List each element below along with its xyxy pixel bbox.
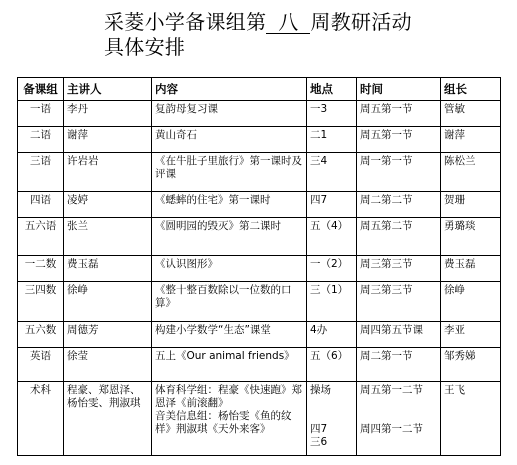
- cell-time-text: 周二第二节: [360, 194, 413, 206]
- cell-place: [307, 256, 357, 282]
- table-row: [18, 218, 501, 256]
- cell-speaker: [64, 192, 152, 218]
- cell-leader: [441, 127, 501, 153]
- cell-time-text: 周四第五节课: [360, 324, 423, 336]
- cell-leader: [441, 382, 501, 456]
- cell-place-text: 五（4）: [310, 220, 349, 232]
- cell-leader: [441, 322, 501, 348]
- cell-speaker-text: 周德芳: [67, 324, 99, 336]
- cell-place-text: 四7: [310, 194, 328, 206]
- table-row: [18, 282, 501, 322]
- cell-place: [307, 348, 357, 382]
- cell-group: [18, 322, 64, 348]
- cell-leader: [441, 153, 501, 192]
- cell-speaker: [64, 282, 152, 322]
- cell-speaker-text: 许岩岩: [67, 155, 99, 167]
- cell-group-text: 三语: [30, 155, 51, 167]
- cell-group-text: 一语: [30, 103, 51, 115]
- cell-place-text: 三4: [310, 155, 328, 167]
- cell-time-text: 周一第一节: [360, 155, 413, 167]
- page-title: [104, 10, 514, 60]
- cell-content: [152, 348, 307, 382]
- cell-group: [18, 218, 64, 256]
- cell-speaker-text: 徐莹: [67, 350, 88, 362]
- cell-speaker: [64, 153, 152, 192]
- cell-time-text: 周三第三节: [360, 258, 413, 270]
- cell-place-text: 操场 四7 三6: [310, 384, 331, 448]
- cell-time: [357, 322, 441, 348]
- cell-group-text: 一二数: [24, 258, 57, 270]
- cell-time-text: 周三第三节: [360, 284, 413, 296]
- cell-content-text: 《在牛肚子里旅行》第一课时及评课: [155, 155, 302, 180]
- cell-group-text: 二语: [30, 129, 51, 141]
- cell-leader-text: 谢萍: [444, 129, 465, 141]
- cell-leader: [441, 101, 501, 127]
- cell-content: [152, 282, 307, 322]
- table-header-row: [18, 78, 501, 101]
- cell-leader: [441, 192, 501, 218]
- cell-group: [18, 101, 64, 127]
- cell-time-text: 周五第一节: [360, 129, 413, 141]
- title-week-number: 八: [266, 11, 310, 34]
- table-row: [18, 322, 501, 348]
- cell-leader-text: 管敏: [444, 103, 465, 115]
- table-row: [18, 101, 501, 127]
- cell-content-text: 《整十整百数除以一位数的口算》: [155, 284, 292, 309]
- cell-time: [357, 282, 441, 322]
- cell-time: [357, 101, 441, 127]
- cell-time-text: 周五第二节: [360, 220, 413, 232]
- cell-time: [357, 382, 441, 456]
- header-group: 备课组: [18, 78, 64, 101]
- cell-leader: [441, 218, 501, 256]
- cell-group-text: 四语: [30, 194, 51, 206]
- cell-group: [18, 192, 64, 218]
- cell-group-text: 英语: [30, 350, 51, 362]
- cell-speaker: [64, 127, 152, 153]
- cell-time: [357, 127, 441, 153]
- cell-content-text: 《认识图形》: [155, 258, 218, 270]
- cell-time: [357, 256, 441, 282]
- cell-speaker: [64, 348, 152, 382]
- cell-time: [357, 348, 441, 382]
- cell-leader-text: 王飞: [444, 384, 465, 396]
- cell-time: [357, 192, 441, 218]
- cell-place: [307, 282, 357, 322]
- cell-content: [152, 256, 307, 282]
- title-prefix: 采菱小学备课组第: [104, 10, 267, 34]
- cell-time-text: 周二第一节: [360, 350, 413, 362]
- cell-content-text: 五上《Our animal friends》: [155, 350, 295, 362]
- header-place: 地点: [307, 78, 357, 101]
- cell-speaker-text: 徐峥: [67, 284, 88, 296]
- table-row: [18, 348, 501, 382]
- cell-content-text: 《蟋蟀的住宅》第一课时: [155, 194, 271, 206]
- cell-place: [307, 218, 357, 256]
- header-content: 内容: [152, 78, 307, 101]
- schedule-table: [17, 77, 501, 456]
- cell-place-text: 二1: [310, 129, 328, 141]
- cell-group-text: 五六数: [24, 324, 57, 336]
- cell-leader: [441, 282, 501, 322]
- cell-place: [307, 101, 357, 127]
- cell-time-text: 周五第一二节 周四第一二节: [360, 384, 423, 435]
- cell-time-text: 周五第一节: [360, 103, 413, 115]
- cell-place-text: 4办: [310, 324, 328, 336]
- cell-time: [357, 218, 441, 256]
- cell-speaker-text: 张兰: [67, 220, 88, 232]
- title-suffix: 周教研活动: [310, 10, 412, 34]
- header-leader: 组长: [441, 78, 501, 101]
- cell-time: [357, 153, 441, 192]
- cell-speaker: [64, 101, 152, 127]
- header-speaker: 主讲人: [64, 78, 152, 101]
- cell-content-text: 黄山奇石: [155, 129, 197, 141]
- cell-place: [307, 192, 357, 218]
- cell-speaker: [64, 218, 152, 256]
- cell-group: [18, 348, 64, 382]
- table-row: [18, 127, 501, 153]
- cell-content-text: 构建小学数学“生态”课堂: [155, 324, 271, 336]
- table-row: [18, 382, 501, 456]
- cell-place-text: 一（2）: [310, 258, 349, 270]
- cell-group: [18, 382, 64, 456]
- cell-content: [152, 127, 307, 153]
- cell-leader: [441, 348, 501, 382]
- cell-place-text: 五（6）: [310, 350, 349, 362]
- title-line2: 具体安排: [104, 35, 186, 59]
- cell-content: [152, 382, 307, 456]
- cell-group-text: 术科: [30, 384, 51, 396]
- cell-group-text: 五六语: [24, 220, 57, 232]
- cell-place: [307, 153, 357, 192]
- cell-speaker-text: 程豪、郑恩泽、杨怡雯、荆淑琪: [67, 384, 141, 409]
- cell-leader-text: 陈松兰: [444, 155, 476, 167]
- cell-speaker-text: 谢萍: [67, 129, 88, 141]
- cell-group: [18, 256, 64, 282]
- cell-group: [18, 282, 64, 322]
- cell-place: [307, 127, 357, 153]
- cell-speaker-text: 李丹: [67, 103, 88, 115]
- cell-leader-text: 邹秀娣: [444, 350, 476, 362]
- cell-group: [18, 127, 64, 153]
- table-row: [18, 256, 501, 282]
- cell-speaker-text: 凌婷: [67, 194, 88, 206]
- cell-place-text: 三（1）: [310, 284, 349, 296]
- cell-leader-text: 李亚: [444, 324, 465, 336]
- cell-speaker-text: 费玉磊: [67, 258, 99, 270]
- table-row: [18, 192, 501, 218]
- cell-content-text: 复韵母复习课: [155, 103, 218, 115]
- cell-speaker: [64, 382, 152, 456]
- cell-speaker: [64, 256, 152, 282]
- cell-group-text: 三四数: [24, 284, 57, 296]
- cell-leader: [441, 256, 501, 282]
- cell-content-text: 体育科学组：程豪《快速跑》郑恩泽《前滚翻》 音美信息组：杨怡雯《鱼的纹样》荆淑琪《天外来客》: [155, 384, 302, 435]
- cell-content: [152, 101, 307, 127]
- cell-leader-text: 勇璐琰: [444, 220, 476, 232]
- cell-content-text: 《圆明园的毁灭》第二课时: [155, 220, 281, 232]
- cell-leader-text: 费玉磊: [444, 258, 476, 270]
- cell-content: [152, 218, 307, 256]
- header-time: 时间: [357, 78, 441, 101]
- cell-leader-text: 徐峥: [444, 284, 465, 296]
- cell-content: [152, 153, 307, 192]
- cell-place: [307, 322, 357, 348]
- cell-place: [307, 382, 357, 456]
- table-row: [18, 153, 501, 192]
- cell-content: [152, 322, 307, 348]
- cell-leader-text: 贺珊: [444, 194, 465, 206]
- cell-place-text: 一3: [310, 103, 328, 115]
- cell-group: [18, 153, 64, 192]
- cell-content: [152, 192, 307, 218]
- cell-speaker: [64, 322, 152, 348]
